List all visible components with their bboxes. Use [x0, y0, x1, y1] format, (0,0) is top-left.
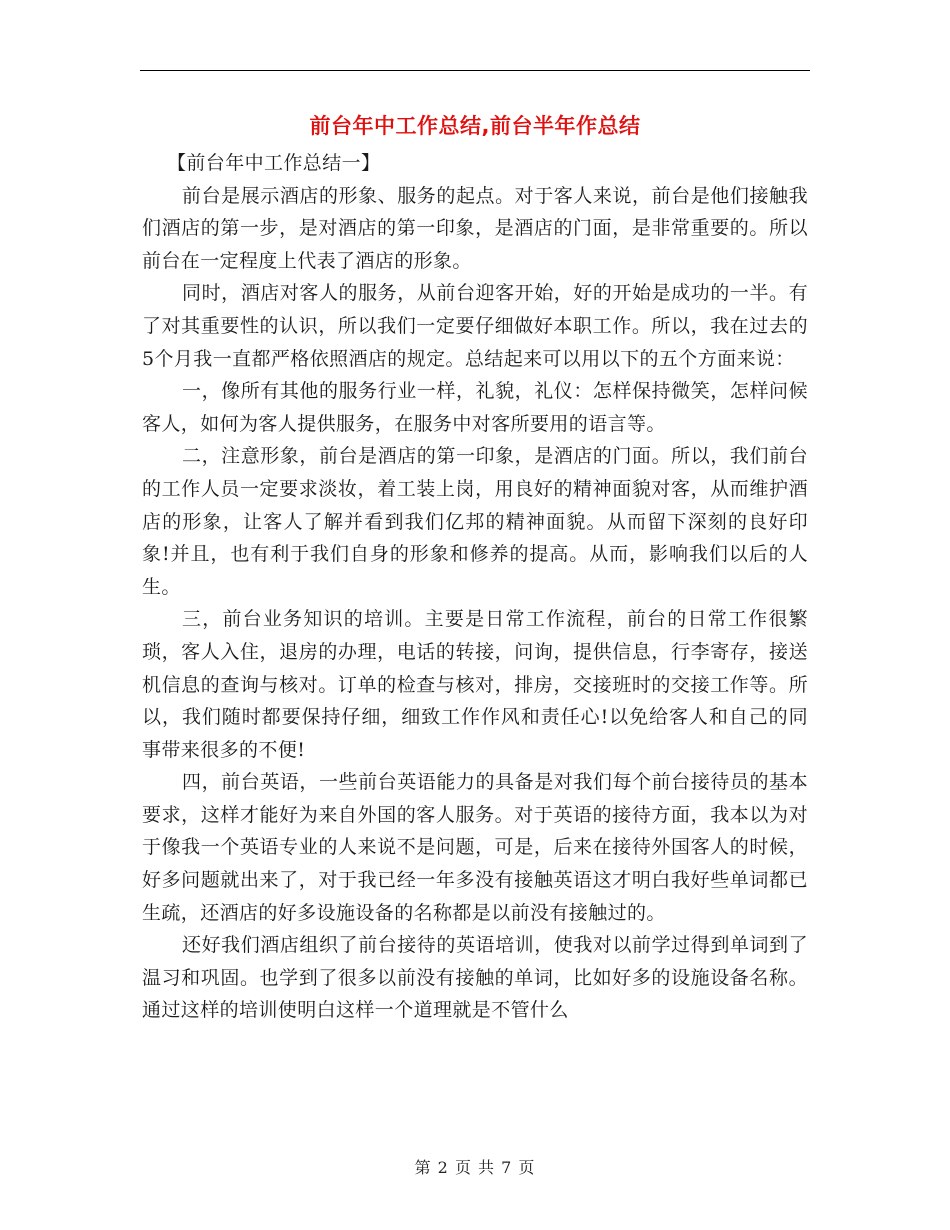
paragraph: 同时，酒店对客人的服务，从前台迎客开始，好的开始是成功的一半。有了对其重要性的认识，所以我们一定要仔细做好本职工作。所以，我在过去的5个月我一直都严格依照酒店的规定。总结起来可以用以下的五个方面来说：	[142, 282, 808, 370]
paragraph: 三，前台业务知识的培训。主要是日常工作流程，前台的日常工作很繁琐，客人入住，退房的办理，电话的转接，问询，提供信息，行李寄存，接送机信息的查询与核对。订单的检查与核对，排房，交接班时的交接工作等。所以，我们随时都要保持仔细，细致工作作风和责任心!以免给客人和自己的同事带来很多的不便!	[142, 608, 808, 761]
section-heading: 【前台年中工作总结一】	[167, 152, 381, 174]
paragraph: 前台是展示酒店的形象、服务的起点。对于客人来说，前台是他们接触我们酒店的第一步，是对酒店的第一印象，是酒店的门面，是非常重要的。所以前台在一定程度上代表了酒店的形象。	[142, 184, 808, 272]
document-title: 前台年中工作总结,前台半年作总结	[309, 114, 641, 138]
paragraph: 一，像所有其他的服务行业一样，礼貌，礼仪：怎样保持微笑，怎样问候客人，如何为客人提供服务，在服务中对客所要用的语言等。	[142, 380, 808, 435]
page-number-footer: 第 2 页 共 7 页	[414, 1158, 536, 1177]
paragraph: 还好我们酒店组织了前台接待的英语培训，使我对以前学过得到单词到了温习和巩固。也学到了很多以前没有接触的单词，比如好多的设施设备名称。通过这样的培训使明白这样一个道理就是不管什么	[142, 934, 808, 1022]
paragraph: 二，注意形象，前台是酒店的第一印象，是酒店的门面。所以，我们前台的工作人员一定要求淡妆，着工装上岗，用良好的精神面貌对客，从而维护酒店的形象，让客人了解并看到我们亿邦的精神面貌。从而留下深刻的良好印象!并且，也有利于我们自身的形象和修养的提高。从而，影响我们以后的人生。	[142, 445, 808, 598]
header-rule	[140, 70, 810, 71]
paragraph: 四，前台英语，一些前台英语能力的具备是对我们每个前台接待员的基本要求，这样才能好为来自外国的客人服务。对于英语的接待方面，我本以为对于像我一个英语专业的人来说不是问题，可是，后来在接待外国客人的时候，好多问题就出来了，对于我已经一年多没有接触英语这才明白我好些单词都已生疏，还酒店的好多设施设备的名称都是以前没有接触过的。	[142, 771, 808, 924]
document-body	[142, 147, 808, 1027]
